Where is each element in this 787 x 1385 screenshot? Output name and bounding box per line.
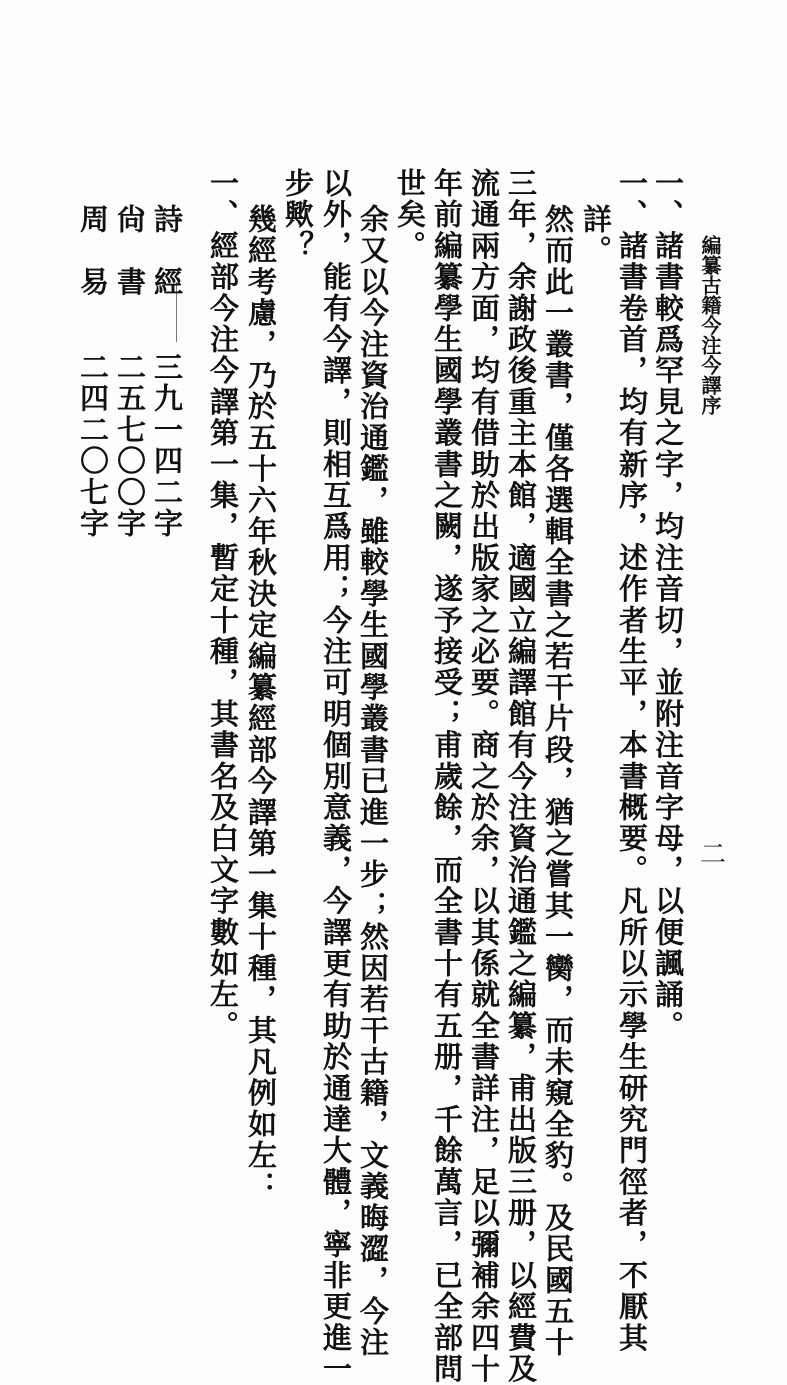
- book-count-1: 三九一四二字: [150, 352, 184, 540]
- text-column-11: 步歟？: [281, 168, 315, 262]
- text-column-5: 三年，余謝政後重主本館，適國立編譯館有今注資治通鑑之編纂，甫出版三册，以經費及: [504, 168, 538, 1385]
- book-name-2: 尙 書: [113, 204, 147, 298]
- book-count-3: 二四二〇七字: [76, 352, 110, 540]
- page-number: 二: [700, 840, 731, 870]
- text-column-1: 一、諸書較爲罕見之字，均注音切，並附注音字母，以便諷誦。: [651, 168, 685, 1042]
- text-column-10: 以外，能有今譯，則相互爲用；今注可明個別意義，今譯更有助於通達大體，寧非更進一: [319, 168, 353, 1385]
- text-column-7: 年前編纂學生國學叢書之闕，遂予接受；甫歲餘，而全書十有五册，千餘萬言，已全部問: [430, 168, 464, 1385]
- text-column-9: 余又以今注資治通鑑，雖較學生國學叢書已進一步；然因若干古籍，文義晦澀，今注: [356, 204, 390, 1359]
- text-column-4: 然而此一叢書，僅各選輯全書之若干片段，猶之嘗其一臠，而未窺全豹。及民國五十: [541, 204, 575, 1359]
- running-header: 編纂古籍今注今譯序: [698, 235, 722, 415]
- text-column-6: 流通兩方面，均有借助於出版家之必要。商之於余，以其係就全書詳注，足以彌補余四十: [467, 168, 501, 1385]
- text-column-2: 一、諸書卷首，均有新序，述作者生平，本書概要。凡所以示學生研究門徑者，不厭其: [615, 168, 649, 1354]
- book-name-3: 周 易: [76, 204, 110, 298]
- text-column-8: 世矣。: [393, 168, 427, 262]
- book-name-1: 詩 經: [150, 204, 184, 298]
- text-column-13: 一、經部今注今譯第一集，暫定十種，其書名及白文字數如左。: [206, 168, 240, 1042]
- text-column-12: 幾經考慮，乃於五十六年秋決定編纂經部今譯第一集十種，其凡例如左：: [244, 204, 278, 1203]
- text-column-3: 詳。: [579, 204, 613, 267]
- book-count-2: 二五七〇〇字: [113, 352, 147, 540]
